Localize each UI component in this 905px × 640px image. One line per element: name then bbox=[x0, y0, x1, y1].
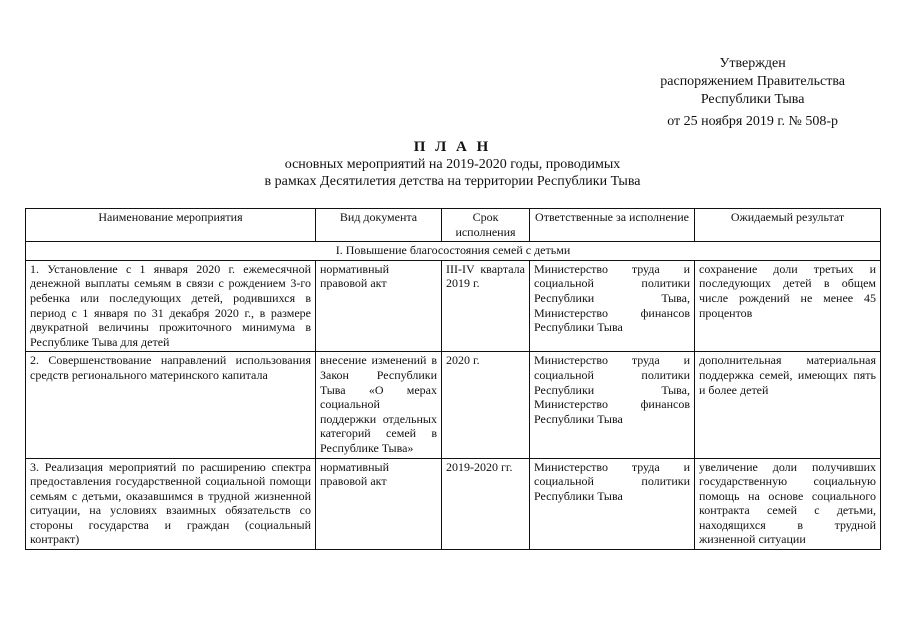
approval-line-approved: Утвержден bbox=[719, 56, 786, 71]
approval-stamp bbox=[660, 55, 845, 131]
row-responsible: Министерство труда и социальной политики Республики Тыва bbox=[530, 458, 695, 550]
row-activity-name: 1. Установление с 1 января 2020 г. ежемесячной денежной выплаты семьям в связи с рождением 3-го ребенка или последующих детей, родившихся в период с 1 января по 31 декабря 2020 г., в размере двукратной величины прожиточного минимума в Республике Тыва для детей bbox=[26, 260, 316, 352]
row-expected-result: дополнительная материальная поддержка семей, имеющих пять и более детей bbox=[695, 352, 881, 458]
header-activity-name: Наименование мероприятия bbox=[26, 209, 316, 242]
document-title: П Л А Н bbox=[413, 139, 492, 155]
document-subtitle-line-2: в рамках Десятилетия детства на территории Республики Тыва bbox=[264, 174, 641, 189]
header-deadline: Срок исполнения bbox=[442, 209, 530, 242]
row-responsible: Министерство труда и социальной политики Республики Тыва, Министерство финансов Республики Тыва bbox=[530, 352, 695, 458]
row-document-type: нормативный правовой акт bbox=[316, 458, 442, 550]
row-expected-result: увеличение доли получивших государственную социальную помощь на основе социального контракта семей с детьми, находящихся в трудной жизненной ситуации bbox=[695, 458, 881, 550]
row-deadline: III-IV квартала 2019 г. bbox=[442, 260, 530, 352]
row-responsible: Министерство труда и социальной политики Республики Тыва, Министерство финансов Республики Тыва bbox=[530, 260, 695, 352]
section-row bbox=[26, 242, 881, 261]
plan-table-header bbox=[26, 209, 881, 242]
document-title-block bbox=[0, 138, 905, 190]
document-subtitle-line-1: основных мероприятий на 2019-2020 годы, проводимых bbox=[284, 157, 621, 172]
approval-line-republic: Республики Тыва bbox=[700, 92, 805, 107]
header-row bbox=[26, 209, 881, 242]
header-expected-result: Ожидаемый результат bbox=[695, 209, 881, 242]
row-activity-name: 3. Реализация мероприятий по расширению спектра предоставления государственной социальной помощи семьям с детьми, оказавшимся в трудной жизненной ситуации, на условиях взаимных обязательств со стороны государства и граждан (социальный контракт) bbox=[26, 458, 316, 550]
header-responsible: Ответственные за исполнение bbox=[530, 209, 695, 242]
table-row bbox=[26, 352, 881, 458]
row-deadline: 2020 г. bbox=[442, 352, 530, 458]
header-document-type: Вид документа bbox=[316, 209, 442, 242]
plan-table bbox=[25, 208, 881, 550]
row-activity-name: 2. Совершенствование направлений использования средств регионального материнского капитала bbox=[26, 352, 316, 458]
row-document-type: внесение изменений в Закон Республики Тыва «О мерах социальной поддержки отдельных категорий семей в Республике Тыва» bbox=[316, 352, 442, 458]
approval-line-decree: распоряжением Правительства bbox=[660, 74, 845, 89]
plan-table-body bbox=[26, 242, 881, 550]
row-deadline: 2019-2020 гг. bbox=[442, 458, 530, 550]
table-row bbox=[26, 260, 881, 352]
section-title: I. Повышение благосостояния семей с детьми bbox=[26, 242, 881, 261]
approval-date: от 25 ноября 2019 г. № 508-р bbox=[667, 114, 839, 129]
row-expected-result: сохранение доли третьих и последующих детей в общем числе рождений не менее 45 процентов bbox=[695, 260, 881, 352]
row-document-type: нормативный правовой акт bbox=[316, 260, 442, 352]
table-row bbox=[26, 458, 881, 550]
